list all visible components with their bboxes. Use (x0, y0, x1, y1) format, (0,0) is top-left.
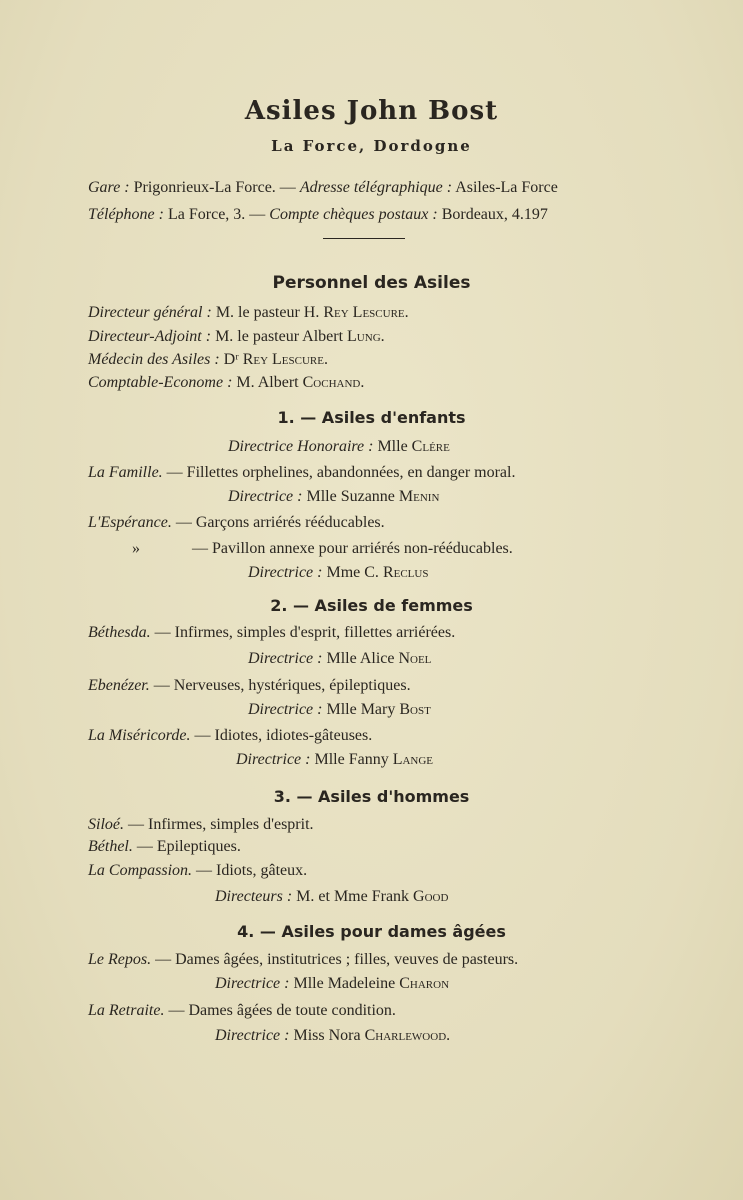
asile-desc: — Dames âgées, institutrices ; filles, veuves de pasteurs. (155, 951, 519, 968)
personnel-name: Lung. (347, 328, 385, 345)
asile-name: La Compassion. (88, 862, 193, 879)
compte-label: Compte chèques postaux : (269, 206, 438, 223)
telephone-value: La Force, 3. — (167, 206, 266, 223)
directrice-prefix: Mlle Alice (326, 650, 395, 667)
personnel-heading: Personnel des Asiles (272, 273, 471, 293)
personnel-row (88, 303, 409, 323)
directrice-prefix: Mlle Fanny (314, 751, 389, 768)
directrice-prefix: Mlle Mary (326, 701, 396, 718)
personnel-role: Directeur général : (88, 304, 212, 321)
bethesda-line (88, 623, 455, 643)
asile-name: La Miséricorde. (88, 727, 191, 744)
famille-directrice-line (228, 487, 439, 507)
directrice-name: Charon (399, 975, 450, 992)
personnel-prefix: Dʳ (223, 351, 239, 368)
retraite-line (88, 1001, 396, 1021)
section4-heading: 4. — Asiles pour dames âgées (237, 922, 506, 941)
retraite-directrice-line (215, 1026, 450, 1046)
directrice-prefix: Miss Nora (293, 1027, 361, 1044)
directeurs-prefix: M. et Mme Frank (296, 888, 410, 905)
asile-name: L'Espérance. (88, 514, 172, 531)
section3-heading: 3. — Asiles d'hommes (273, 787, 470, 806)
directrice-name: Bost (399, 701, 431, 718)
personnel-row (88, 350, 328, 370)
page-title: Asiles John Bost (244, 96, 499, 126)
directrice-label: Directrice : (228, 488, 303, 505)
personnel-role: Comptable-Econome : (88, 374, 233, 391)
asile-name: La Famille. (88, 464, 163, 481)
contact-line-2 (88, 205, 548, 225)
asile-desc: — Nerveuses, hystériques, épileptiques. (153, 677, 411, 694)
directrice-label: Directrice Honoraire : (228, 438, 374, 455)
directrice-label: Directrice : (215, 975, 290, 992)
section1-heading: 1. — Asiles d'enfants (277, 408, 466, 427)
asile-name: Siloé. (88, 816, 124, 833)
asile-name: Ebenézer. (88, 677, 150, 694)
section3-directeurs-line (215, 887, 448, 907)
section2-heading: 2. — Asiles de femmes (270, 596, 473, 615)
directrice-name: Noel (398, 650, 432, 667)
gare-label: Gare : (88, 179, 130, 196)
directrice-label: Directrice : (248, 701, 323, 718)
asile-name: Béthesda. (88, 624, 151, 641)
asile-desc: — Idiotes, idiotes-gâteuses. (194, 727, 373, 744)
asile-name: La Retraite. (88, 1002, 165, 1019)
compte-value: Bordeaux, 4.197 (441, 206, 548, 223)
siloe-line (88, 815, 314, 835)
annexe-line (132, 539, 513, 559)
compassion-line (88, 861, 307, 881)
page-subtitle: La Force, Dordogne (271, 137, 472, 155)
misericorde-directrice-line (236, 750, 433, 770)
gare-value: Prigonrieux-La Force. — (133, 179, 296, 196)
personnel-name: Rey Lescure. (323, 304, 409, 321)
directrice-name: Lange (392, 751, 434, 768)
ditto-mark: » (132, 540, 140, 557)
asile-desc: — Infirmes, simples d'esprit. (128, 816, 314, 833)
directrice-name: Clére (411, 438, 450, 455)
directeurs-name: Good (413, 888, 449, 905)
telephone-label: Téléphone : (88, 206, 164, 223)
asile-desc: — Pavillon annexe pour arriérés non-rééducables. (192, 540, 513, 557)
asile-desc: — Fillettes orphelines, abandonnées, en danger moral. (166, 464, 516, 481)
ebenezer-line (88, 676, 411, 696)
repos-line (88, 950, 518, 970)
honoraire-line (228, 437, 450, 457)
directrice-name: Menin (398, 488, 440, 505)
personnel-name: Rey Lescure. (242, 351, 328, 368)
directrice-prefix: Mme C. (326, 564, 379, 581)
directrice-prefix: Mlle (377, 438, 408, 455)
personnel-prefix: M. Albert (236, 374, 299, 391)
personnel-row (88, 327, 385, 347)
directeurs-label: Directeurs : (215, 888, 293, 905)
esperance-line (88, 513, 385, 533)
bethel-line (88, 837, 241, 857)
divider (323, 238, 405, 239)
personnel-prefix: M. le pasteur Albert (215, 328, 344, 345)
directrice-label: Directrice : (248, 650, 323, 667)
personnel-prefix: M. le pasteur H. (215, 304, 320, 321)
repos-directrice-line (215, 974, 449, 994)
asile-name: Le Repos. (88, 951, 152, 968)
asile-desc: — Infirmes, simples d'esprit, fillettes arriérées. (154, 624, 456, 641)
contact-line-1 (88, 178, 558, 198)
directrice-prefix: Mlle Madeleine (293, 975, 396, 992)
personnel-name: Cochand. (302, 374, 365, 391)
asile-desc: — Epileptiques. (136, 838, 241, 855)
bethesda-directrice-line (248, 649, 431, 669)
directrice-label: Directrice : (215, 1027, 290, 1044)
ebenezer-directrice-line (248, 700, 431, 720)
directrice-prefix: Mlle Suzanne (306, 488, 395, 505)
directrice-label: Directrice : (236, 751, 311, 768)
directrice-name: Charlewood. (364, 1027, 451, 1044)
esperance-directrice-line (248, 563, 428, 583)
asile-desc: — Garçons arriérés rééducables. (175, 514, 385, 531)
personnel-role: Médecin des Asiles : (88, 351, 220, 368)
asile-desc: — Dames âgées de toute condition. (168, 1002, 396, 1019)
adresse-label: Adresse télégraphique : (299, 179, 453, 196)
personnel-row (88, 373, 364, 393)
directrice-name: Reclus (382, 564, 429, 581)
misericorde-line (88, 726, 372, 746)
asile-name: Béthel. (88, 838, 133, 855)
famille-line (88, 463, 515, 483)
asile-desc: — Idiots, gâteux. (196, 862, 308, 879)
adresse-value: Asiles-La Force (455, 179, 558, 196)
personnel-role: Directeur-Adjoint : (88, 328, 212, 345)
directrice-label: Directrice : (248, 564, 323, 581)
